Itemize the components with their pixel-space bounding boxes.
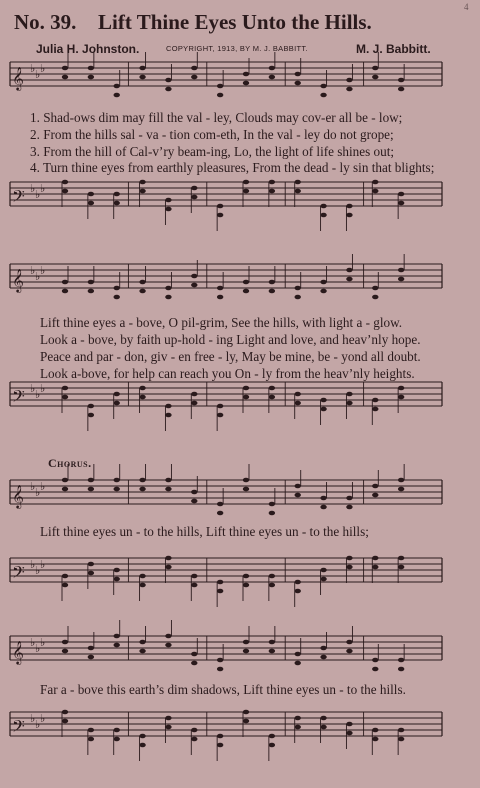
svg-text:♭: ♭ <box>35 642 41 655</box>
hymn-title: Lift Thine Eyes Unto the Hills. <box>98 10 372 34</box>
chorus-label: Chorus. <box>48 456 92 470</box>
chorus-line-2: Far a - bove this earth’s dim shadows, Lift thine eyes un - to the hills. <box>40 682 406 697</box>
svg-text:𝄞: 𝄞 <box>12 640 24 664</box>
copyright-notice: COPYRIGHT, 1913, BY M. J. BABBITT. <box>166 44 308 53</box>
svg-text:𝄞: 𝄞 <box>12 268 24 292</box>
svg-text:♭: ♭ <box>30 636 36 649</box>
svg-text:♭: ♭ <box>40 382 46 395</box>
svg-text:♭: ♭ <box>30 712 36 725</box>
svg-text:𝄢: 𝄢 <box>12 386 25 410</box>
chorus-line-1: Lift thine eyes un - to the hills, Lift thine eyes un - to the hills; <box>40 524 369 539</box>
svg-text:♭: ♭ <box>40 62 46 75</box>
stanza-2-line-2: Look a - bove, by faith up-hold - ing Light and love, and heav’nly hope. <box>40 332 421 347</box>
svg-text:♭: ♭ <box>30 382 36 395</box>
svg-text:♭: ♭ <box>35 564 41 577</box>
stanza-3-line-1: 3. From the hill of Cal-v’ry beam-ing, Lo, the light of life shines out; <box>30 144 395 159</box>
svg-text:♭: ♭ <box>40 264 46 277</box>
svg-text:♭: ♭ <box>35 718 41 731</box>
svg-text:♭: ♭ <box>40 712 46 725</box>
stanza-2-line-1: 2. From the hills sal - va - tion com-eth, In the val - ley do not grope; <box>30 127 394 142</box>
stanza-1-line-1: 1. Shad-ows dim may fill the val - ley, Clouds may cov-er all be - low; <box>30 110 403 125</box>
svg-text:♭: ♭ <box>30 480 36 493</box>
svg-text:𝄢: 𝄢 <box>12 716 25 740</box>
svg-text:𝄢: 𝄢 <box>12 186 25 210</box>
svg-text:♭: ♭ <box>35 188 41 201</box>
svg-text:♭: ♭ <box>35 270 41 283</box>
svg-text:♭: ♭ <box>40 636 46 649</box>
stanza-3-line-2: Peace and par - don, giv - en free - ly, May be mine, be - yond all doubt. <box>40 349 421 364</box>
svg-text:♭: ♭ <box>40 182 46 195</box>
svg-text:♭: ♭ <box>35 486 41 499</box>
hymn-number: No. 39. <box>14 10 77 34</box>
svg-text:𝄞: 𝄞 <box>12 66 24 90</box>
svg-text:♭: ♭ <box>30 558 36 571</box>
svg-text:𝄞: 𝄞 <box>12 484 24 508</box>
lyricist-credit: Julia H. Johnston. <box>36 42 140 56</box>
stanza-4-line-1: 4. Turn thine eyes from earthly pleasures, From the dead - ly sin that blights; <box>30 160 435 175</box>
composer-credit: M. J. Babbitt. <box>356 42 431 56</box>
svg-text:𝄢: 𝄢 <box>12 562 25 586</box>
svg-text:♭: ♭ <box>35 68 41 81</box>
stanza-1-line-2: Lift thine eyes a - bove, O pil-grim, See the hills, with light a - glow. <box>40 315 403 330</box>
svg-text:♭: ♭ <box>40 480 46 493</box>
svg-text:♭: ♭ <box>30 62 36 75</box>
corner-mark: 4 <box>464 2 469 12</box>
svg-text:♭: ♭ <box>30 182 36 195</box>
stanza-4-line-2: Look a-bove, for help can reach you On - ly from the heav’nly heights. <box>40 366 415 381</box>
svg-text:♭: ♭ <box>35 388 41 401</box>
svg-text:♭: ♭ <box>40 558 46 571</box>
svg-text:♭: ♭ <box>30 264 36 277</box>
